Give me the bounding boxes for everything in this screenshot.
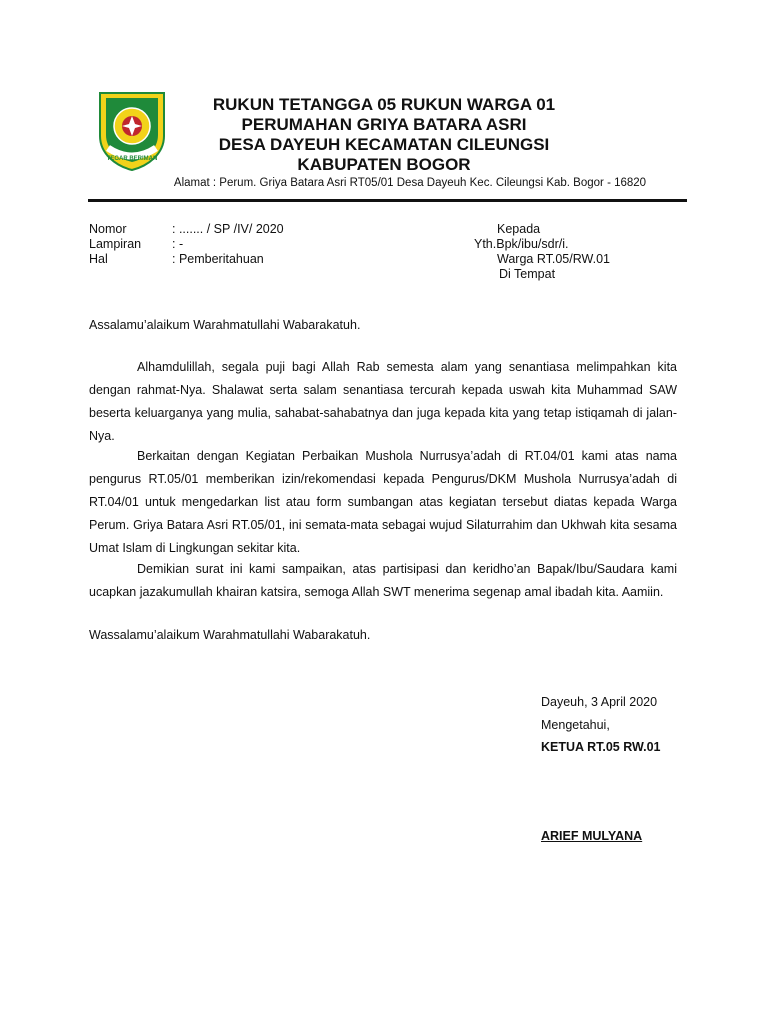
letterhead-line-2: PERUMAHAN GRIYA BATARA ASRI [241, 115, 527, 134]
recipient-yth: Yth.Bpk/ibu/sdr/i. [474, 237, 569, 251]
signature-place-date: Dayeuh, 3 April 2020 [541, 695, 658, 709]
nomor-value: : ....... / SP /IV/ 2020 [172, 222, 284, 236]
nomor-label: Nomor [89, 222, 127, 236]
opening-greeting: Assalamu’alaikum Warahmatullahi Wabarakatuh. [89, 318, 361, 332]
lampiran-value: : - [172, 237, 184, 251]
letterhead-line-4: KABUPATEN BOGOR [297, 155, 471, 174]
recipient-tempat: Di Tempat [499, 267, 556, 281]
hal-value: : Pemberitahuan [172, 252, 264, 266]
signature-title: KETUA RT.05 RW.01 [541, 740, 661, 754]
signature-mengetahui: Mengetahui, [541, 718, 610, 732]
recipient-warga: Warga RT.05/RW.01 [497, 252, 611, 266]
paragraph-1: Alhamdulillah, segala puji bagi Allah Rab semesta alam yang senantiasa melimpahkan kita dengan rahmat-Nya. Shalawat serta salam senantiasa tercurah kepada uswah kita Muhammad SAW beserta keluarganya yang mulia, sahabat-sahabatnya dan juga kepada kita yang tetap istiqamah di jalan-Nya. [89, 360, 677, 443]
letterhead-line-1: RUKUN TETANGGA 05 RUKUN WARGA 01 [212, 95, 556, 114]
closing-greeting: Wassalamu’alaikum Warahmatullahi Wabarakatuh. [89, 628, 371, 642]
signatory-name: ARIEF MULYANA [541, 829, 643, 843]
logo-text: TEGAR BERIMAN [106, 156, 158, 162]
letterhead-address: Alamat : Perum. Griya Batara Asri RT05/01 Desa Dayeuh Kec. Cileungsi Kab. Bogor - 16820 [173, 177, 647, 189]
letterhead-line-3: DESA DAYEUH KECAMATAN CILEUNGSI [218, 135, 550, 154]
recipient-kepada: Kepada [497, 222, 541, 236]
paragraph-2: Berkaitan dengan Kegiatan Perbaikan Mushola Nurrusya’adah di RT.04/01 kami atas nama pengurus RT.05/01 memberikan izin/rekomendasi kepada Pengurus/DKM Mushola Nurrusya’adah di RT.04/01 untuk mengedarkan list atau form sumbangan atas kegiatan tersebut diatas kepada Warga Perum. Griya Batara Asri RT.05/01, ini semata-mata sebagai wujud Silaturrahim dan Ukhwah kita sesama Umat Islam di Lingkungan sekitar kita. [89, 449, 677, 555]
hal-label: Hal [89, 252, 108, 266]
lampiran-label: Lampiran [89, 237, 142, 251]
paragraph-3: Demikian surat ini kami sampaikan, atas partisipasi dan keridho’an Bapak/Ibu/Saudara kami ucapkan jazakumullah khairan katsira, semoga Allah SWT menerima segenap amal ibadah kita. Aamiin. [89, 562, 677, 599]
letterhead-divider [88, 199, 687, 202]
